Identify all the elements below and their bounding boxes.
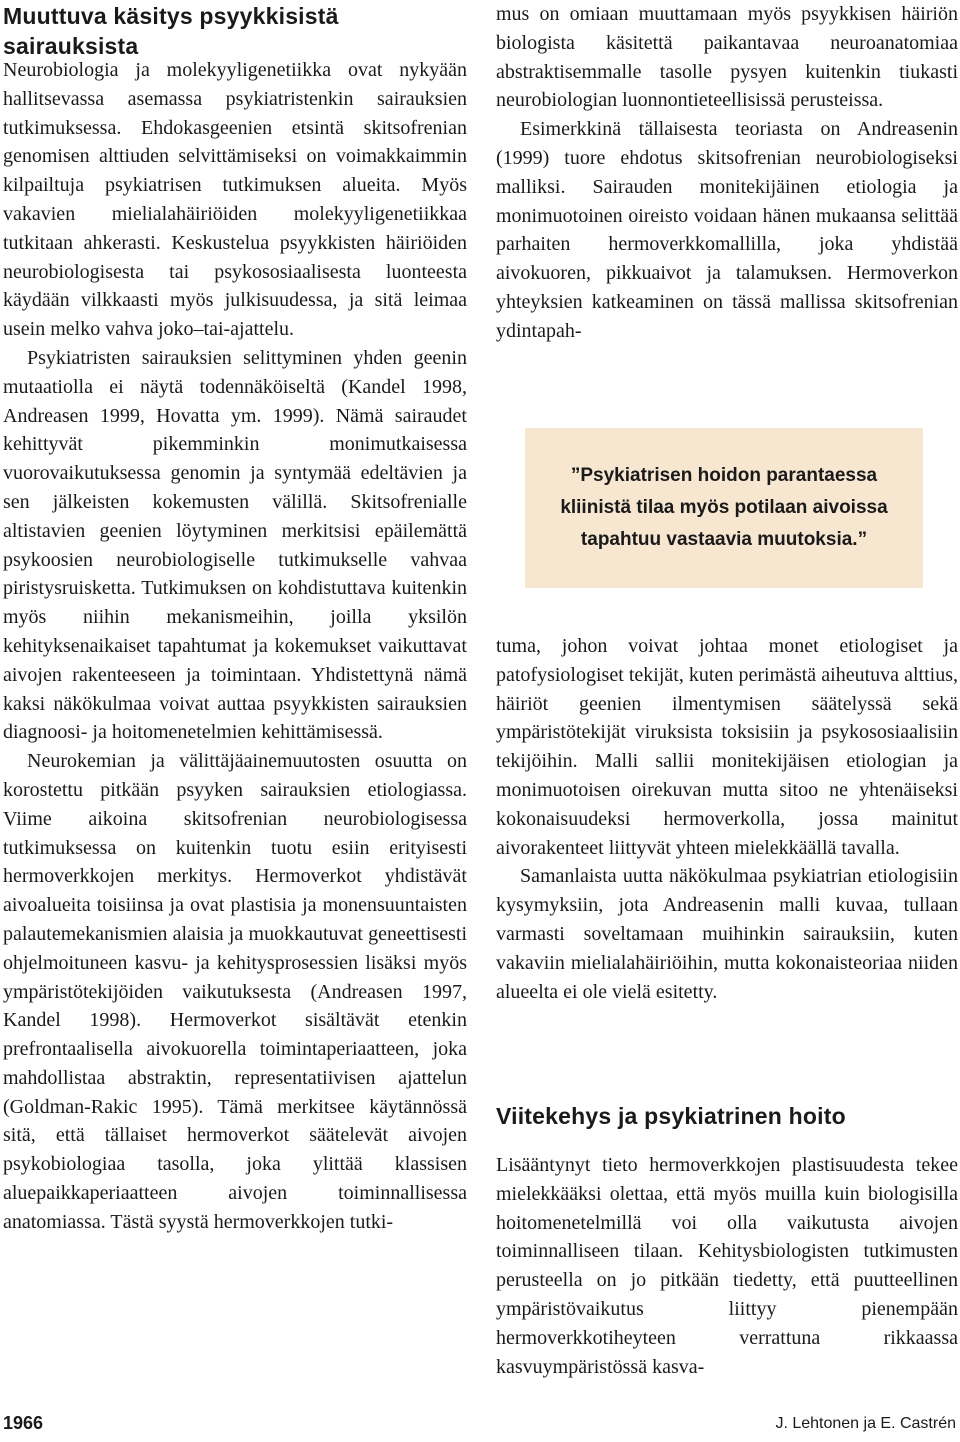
paragraph: Psykiatristen sairauksien selittyminen yhden geenin mutaatiolla ei näytä todennäköiseltä (Kandel 1998, Andreasen 1999, Hovatta ym. 1999). Nämä sairaudet kehittyvät pikemminkin monimutkaisessa vuorovaikutuksessa genomin ja syntymää edeltävien ja sen jälkeisten kokemusten välillä. Skitsofrenialle altistavien geenien löytyminen merkitsisi epäilemättä psykoosien neurobiologiselle tutkimukselle vahvaa piristysruisketta. Tutkimuksen on kohdistuttava kuitenkin myös niihin mekanismeihin, joilla yksilön kehityksenaikaiset tapahtumat ja kokemukset vaikuttavat aivojen rakenteeseen ja toimintaan. Yhdistettynä nämä kaksi näkökulmaa voivat auttaa psyykkisten sairauksien diagnoosi- ja hoitomenetelmien kehittämisessä. bbox=[3, 346, 467, 744]
section-title-changing-view: Muuttuva käsitys psyykkisistä sairauksista bbox=[3, 3, 339, 59]
paragraph: mus on omiaan muuttamaan myös psyykkisen häiriön biologista käsitettä paikantavaa neuroanatomiaa abstraktisemmalle tasolle pysyen kuitenkin tiukasti neurobiologian luonnontieteellisissä perusteissa. bbox=[496, 3, 958, 112]
author-credit: J. Lehtonen ja E. Castrén bbox=[775, 1415, 956, 1432]
paragraph: tuma, johon voivat johtaa monet etiologiset ja patofysiologiset tekijät, kuten perimästä aiheutuva alttius, häiriöt geenien ilmentymisen säätelyssä sekä ympäristötekijät viruksista toksisiin ja psykososiaalisiin tekijöihin. Malli sallii monitekijäisen etiologian ja monimuotoisen oirekuvan mutta sitoo ne yhtenäiseksi kokonaisuudeksi hermoverkolla, jossa mainitut aivorakenteet liittyvät yhteen mielekkäällä tavalla. bbox=[496, 635, 958, 859]
section-title-framework: Viitekehys ja psykiatrinen hoito bbox=[496, 1103, 846, 1129]
pull-quote-box bbox=[525, 428, 923, 588]
paragraph: Neurokemian ja välittäjäainemuutosten osuutta on korostettu pitkään psyyken sairauksien etiologiassa. Viime aikoina skitsofrenian neurobiologisessa tutkimuksessa on kuitenkin tuotu esiin erityisesti hermoverkkojen merkitys. Hermoverkot yhdistävät aivoalueita toisiinsa ja ovat plastisia ja monensuuntaisten palautemekanismien alaisia ja muokkautuvat geneettisesti ohjelmoituneen kasvu- ja kehitysprosessien lisäksi myös ympäristötekijöiden vaikutuksesta (Andreasen 1997, Kandel 1998). Hermoverkot sisältävät etenkin prefrontaalisella aivokuorella toimintaperiaatteen, joka mahdollistaa abstraktin, representatiivisen ajattelun (Goldman-Rakic 1995). Tämä merkitsee käytännössä sitä, että tällaiset hermoverkot säätelevät aivojen psykobiologiaa tasolla, joka ylittää klassisen aluepaikkaperiaatteen aivojen toiminnallisessa anatomiassa. Tästä syystä hermoverkkojen tutki- bbox=[3, 750, 467, 1233]
paragraph: Lisääntynyt tieto hermoverkkojen plastisuudesta tekee mielekkääksi olettaa, että myös muilla kuin biologisilla hoitomenetelmillä voi olla vaikutusta aivojen toiminnalliseen tilaan. Kehitysbiologisten tutkimusten perusteella on jo pitkään tiedetty, että puutteellinen ympäristövaikutus liittyy pienempään hermoverkkotiheyteen verrattuna rikkaassa kasvuympäristössä kasva- bbox=[496, 1154, 958, 1378]
right-body-middle bbox=[496, 632, 958, 1006]
left-body-text bbox=[3, 56, 467, 1237]
paragraph: Samanlaista uutta näkökulmaa psykiatrian etiologisiin kysymyksiin, jota Andreasenin malli kuvaa, tullaan varmasti soveltamaan muihinkin sairauksiin, kuten vakaviin mielialahäiriöihin, mutta kokonaisteoriaa niiden alueelta ei ole vielä esitetty. bbox=[496, 865, 958, 1003]
right-body-bottom bbox=[496, 1151, 958, 1381]
pull-quote-text: ”Psykiatrisen hoidon parantaessa kliinistä tilaa myös potilaan aivoissa tapahtuu vastaavia muutoksia.” bbox=[560, 465, 888, 550]
page-number: 1966 bbox=[3, 1413, 44, 1433]
paragraph: Neurobiologia ja molekyyligenetiikka ovat nykyään hallitsevassa asemassa psykiatristenkin sairauksien tutkimuksessa. Ehdokasgeenien etsintä skitsofrenian genomisen alttiuden selvittämiseksi on voimakkaimmin kilpailtuja psykiatrisen tutkimuksen alueita. Myös vakavien mielialahäiriöiden molekyyligenetiikkaa tutkitaan ahkerasti. Keskustelua psyykkisten häiriöiden neurobiologisesta tai psykososiaalisesta luonteesta käydään vilkkaasti myös julkisuudessa, ja sitä leimaa usein melko vahva joko–tai-ajattelu. bbox=[3, 59, 467, 341]
right-body-top bbox=[496, 0, 958, 346]
paragraph: Esimerkkinä tällaisesta teoriasta on Andreasenin (1999) tuore ehdotus skitsofrenian neurobiologiseksi malliksi. Sairauden monitekijäinen etiologia ja monimuotoinen oireisto voidaan hänen mukaansa selittää parhaiten hermoverkkomallilla, joka yhdistää aivokuoren, pikkuaivot ja talamuksen. Hermoverkon yhteyksien katkeaminen on tässä mallissa skitsofrenian ydintapah- bbox=[496, 118, 958, 342]
